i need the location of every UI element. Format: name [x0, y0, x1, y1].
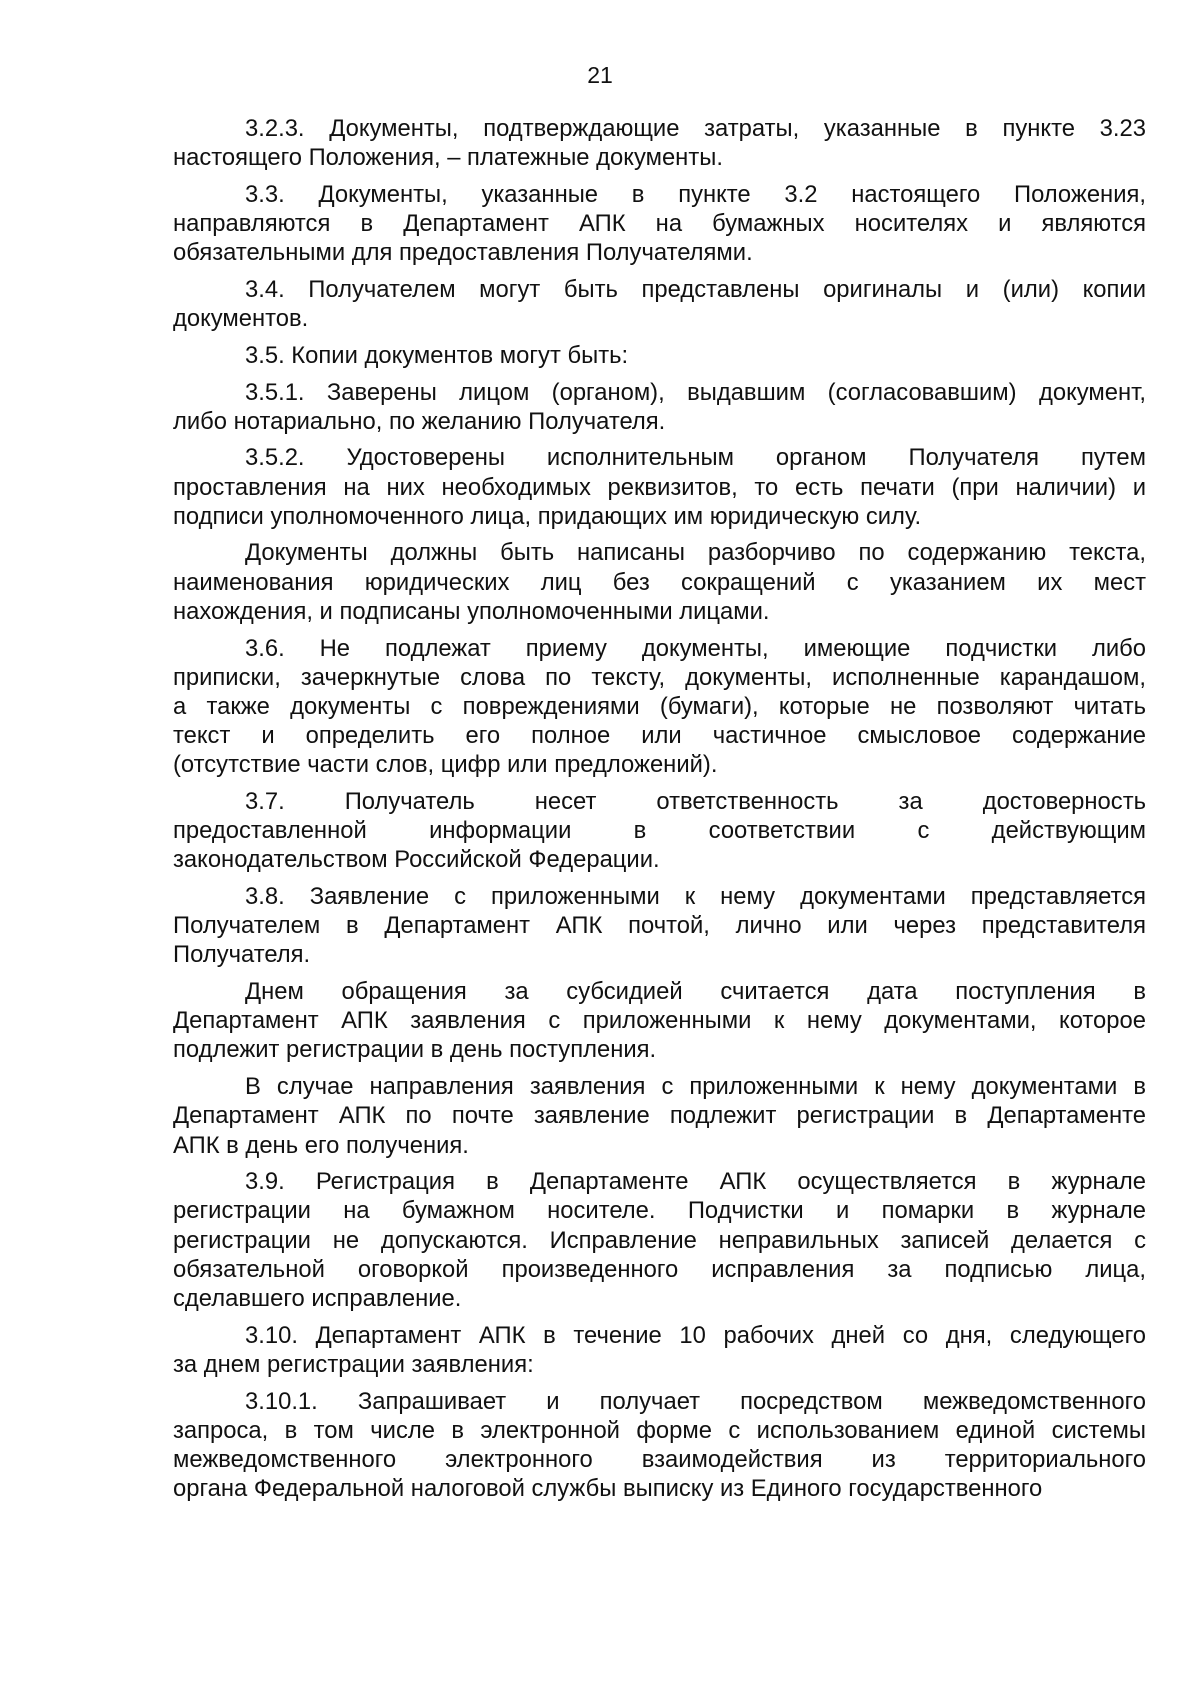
- paragraph-line: 3.6. Не подлежат приему документы, имеющие подчистки либо: [245, 634, 1146, 662]
- paragraph-date-of-application: [173, 977, 1146, 1065]
- paragraph-line: обязательными для предоставления Получателями.: [173, 239, 753, 267]
- paragraph-line: В случае направления заявления с приложенными к нему документами в: [245, 1073, 1146, 1101]
- paragraph-line: АПК в день его получения.: [173, 1131, 469, 1159]
- paragraph-line: регистрации не допускаются. Исправление неправильных записей делается с: [173, 1226, 1146, 1254]
- paragraph-line: Департамент АПК заявления с приложенными к нему документами, которое: [173, 1007, 1146, 1035]
- paragraph-3-3: [173, 180, 1146, 268]
- paragraph-line: Департамент АПК по почте заявление подлежит регистрации в Департаменте: [173, 1102, 1146, 1130]
- paragraph-line: (отсутствие части слов, цифр или предложений).: [173, 751, 718, 779]
- paragraph-3-5: [173, 341, 1146, 370]
- paragraph-3-5-1: [173, 378, 1146, 436]
- paragraph-line: 3.5. Копии документов могут быть:: [245, 341, 629, 369]
- paragraph-line: приписки, зачеркнутые слова по тексту, документы, исполненные карандашом,: [173, 663, 1146, 691]
- paragraph-line: Днем обращения за субсидией считается дата поступления в: [245, 978, 1146, 1006]
- paragraph-line: предоставленной информации в соответствии с действующим: [173, 817, 1146, 845]
- paragraph-line: проставления на них необходимых реквизитов, то есть печати (при наличии) и: [173, 473, 1146, 501]
- paragraph-line: подлежит регистрации в день поступления.: [173, 1036, 657, 1064]
- paragraph-3-5-2: [173, 443, 1146, 531]
- paragraph-line: 3.9. Регистрация в Департаменте АПК осуществляется в журнале: [245, 1168, 1146, 1196]
- paragraph-line: межведомственного электронного взаимодействия из территориального: [173, 1445, 1146, 1473]
- paragraph-3-7: [173, 787, 1146, 875]
- paragraph-3-10-1: [173, 1387, 1146, 1504]
- paragraph-line: направляются в Департамент АПК на бумажных носителях и являются: [173, 210, 1146, 238]
- paragraph-line: 3.5.1. Заверены лицом (органом), выдавшим (согласовавшим) документ,: [245, 378, 1146, 406]
- paragraph-line: Документы должны быть написаны разборчиво по содержанию текста,: [245, 539, 1146, 567]
- document-body: [173, 114, 1146, 1503]
- paragraph-3-2-3: [173, 114, 1146, 172]
- paragraph-line: 3.10.1. Запрашивает и получает посредством межведомственного: [245, 1387, 1146, 1415]
- paragraph-line: либо нотариально, по желанию Получателя.: [173, 407, 666, 435]
- paragraph-line: 3.10. Департамент АПК в течение 10 рабочих дней со дня, следующего: [245, 1321, 1146, 1349]
- paragraph-mail-case: [173, 1072, 1146, 1160]
- paragraph-3-6: [173, 634, 1146, 780]
- paragraph-line: за днем регистрации заявления:: [173, 1350, 534, 1378]
- page-number: 21: [587, 62, 613, 88]
- paragraph-line: сделавшего исправление.: [173, 1284, 462, 1312]
- paragraph-line: подписи уполномоченного лица, придающих им юридическую силу.: [173, 502, 922, 530]
- paragraph-line: а также документы с повреждениями (бумаги), которые не позволяют читать: [173, 692, 1146, 720]
- paragraph-line: настоящего Положения, – платежные документы.: [173, 144, 723, 172]
- paragraph-line: 3.3. Документы, указанные в пункте 3.2 настоящего Положения,: [245, 180, 1146, 208]
- paragraph-line: 3.2.3. Документы, подтверждающие затраты, указанные в пункте 3.23: [245, 115, 1146, 142]
- paragraph-line: органа Федеральной налоговой службы выписку из Единого государственного: [173, 1475, 1043, 1503]
- paragraph-line: документов.: [173, 305, 309, 333]
- paragraph-line: 3.5.2. Удостоверены исполнительным органом Получателя путем: [245, 444, 1146, 472]
- paragraph-line: нахождения, и подписаны уполномоченными лицами.: [173, 597, 770, 625]
- paragraph-line: обязательной оговоркой произведенного исправления за подписью лица,: [173, 1255, 1146, 1283]
- paragraph-line: законодательством Российской Федерации.: [173, 846, 660, 874]
- paragraph-3-4: [173, 275, 1146, 333]
- paragraph-3-9: [173, 1167, 1146, 1313]
- paragraph-line: Получателем в Департамент АПК почтой, лично или через представителя: [173, 912, 1146, 940]
- paragraph-line: Получателя.: [173, 941, 311, 969]
- paragraph-line: 3.8. Заявление с приложенными к нему документами представляется: [245, 883, 1146, 910]
- paragraph-line: регистрации на бумажном носителе. Подчистки и помарки в журнале: [173, 1197, 1146, 1225]
- paragraph-line: наименования юридических лиц без сокращений с указанием их мест: [173, 568, 1146, 596]
- paragraph-line: запроса, в том числе в электронной форме с использованием единой системы: [173, 1416, 1146, 1444]
- paragraph-3-10: [173, 1321, 1146, 1379]
- paragraph-line: текст и определить его полное или частичное смысловое содержание: [173, 722, 1146, 750]
- paragraph-line: 3.7. Получатель несет ответственность за достоверность: [245, 787, 1146, 815]
- paragraph-line: 3.4. Получателем могут быть представлены оригиналы и (или) копии: [245, 275, 1146, 303]
- paragraph-docs-legibility: [173, 538, 1146, 626]
- paragraph-3-8: [173, 882, 1146, 970]
